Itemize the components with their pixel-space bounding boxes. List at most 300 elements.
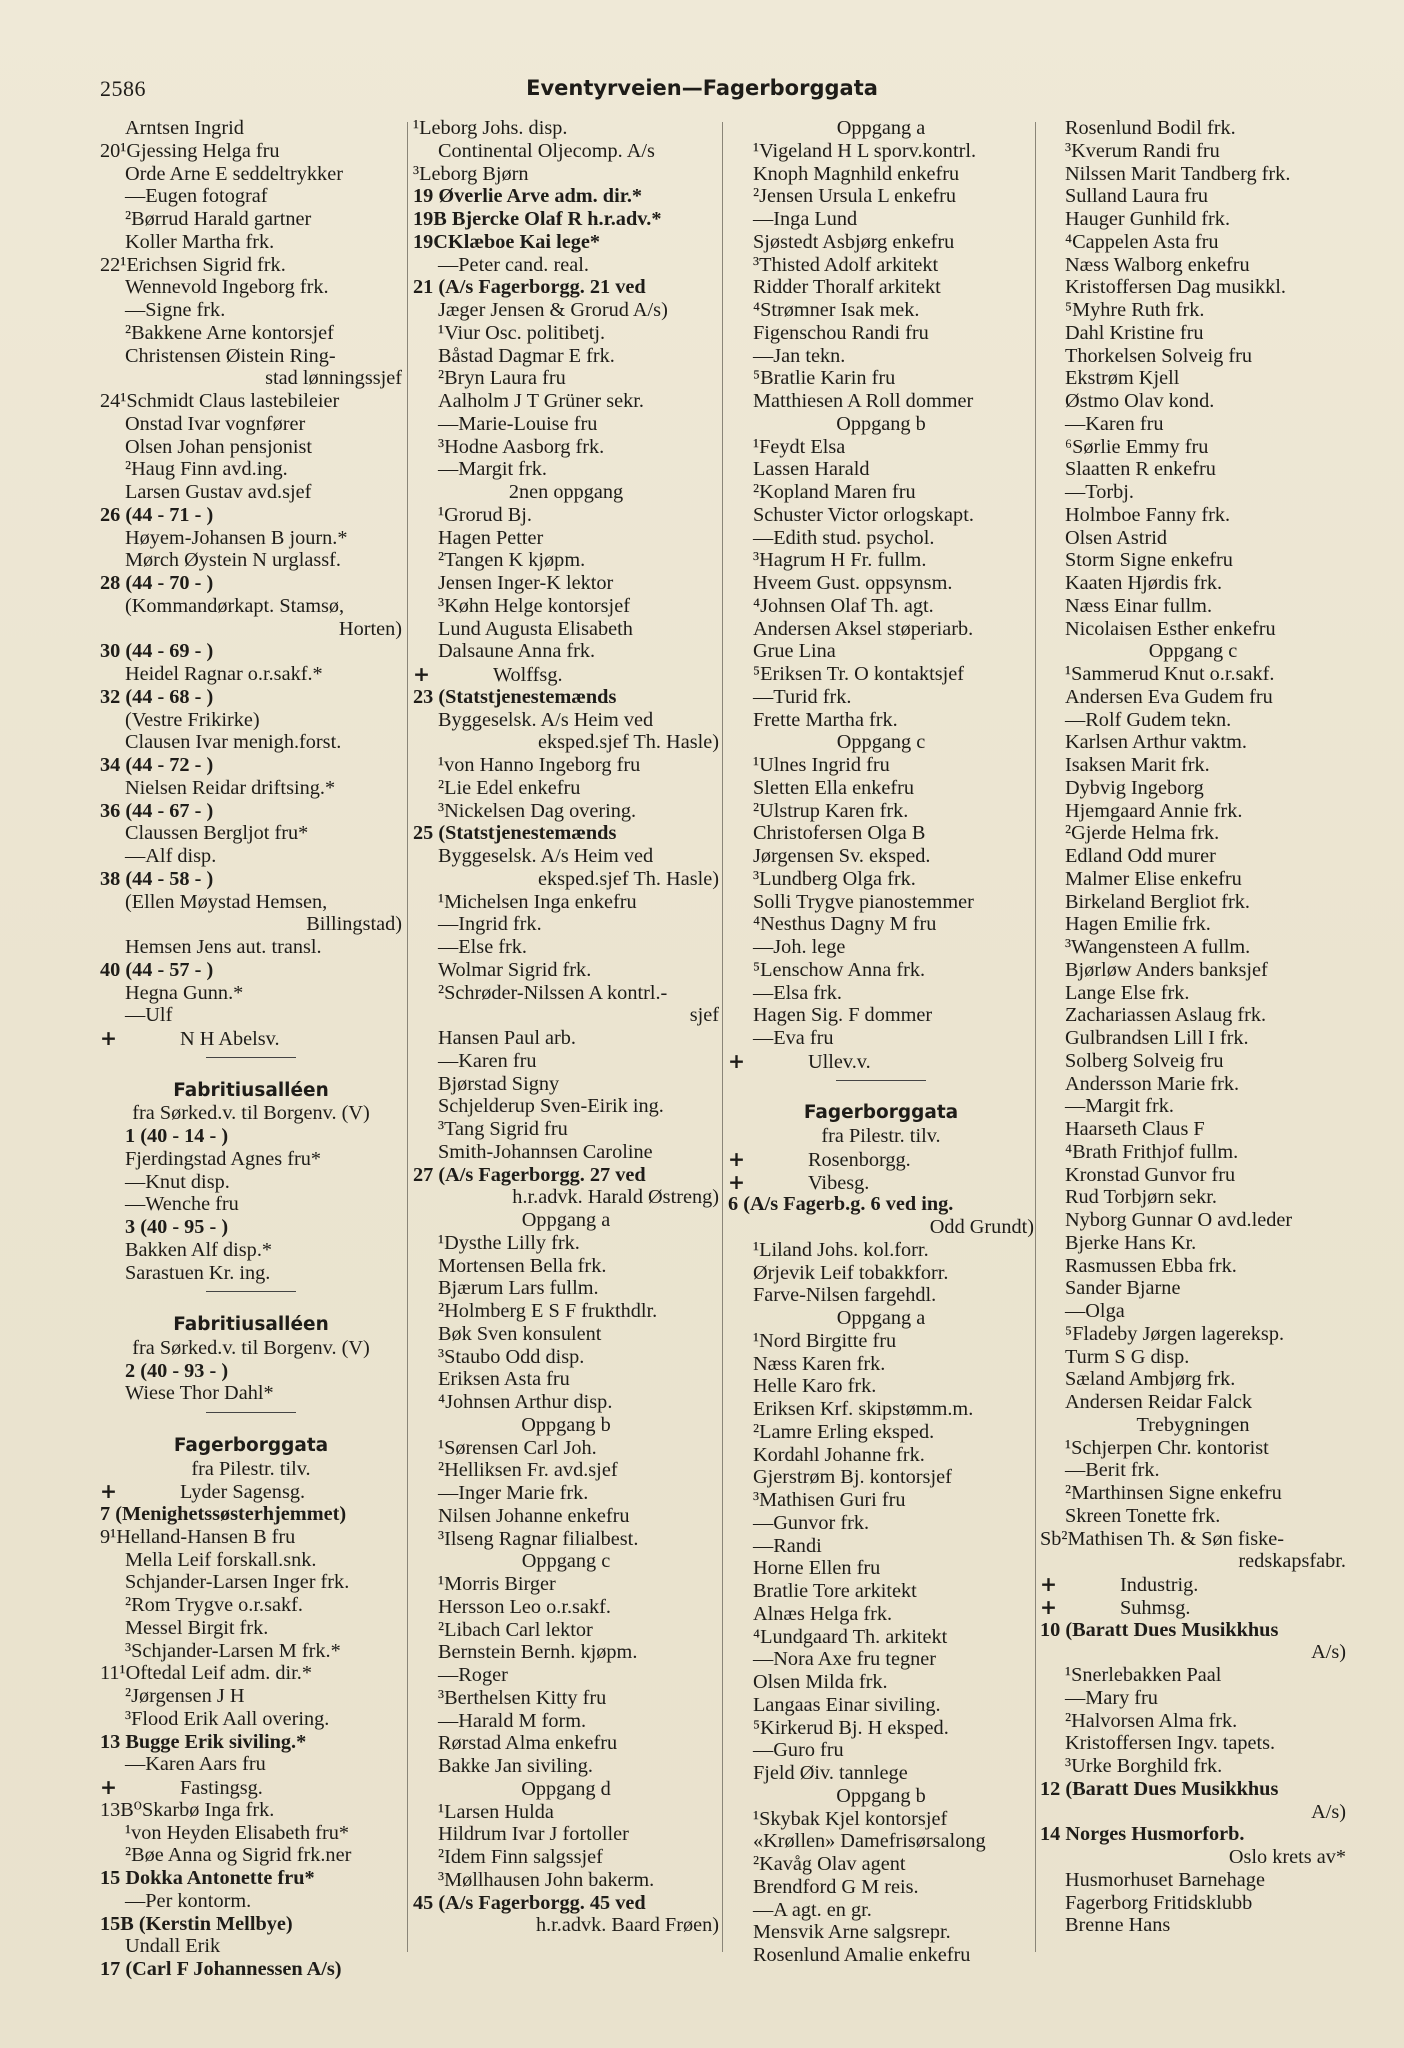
house-number-entry: 34 (44 - 72 - ) [100,754,214,776]
resident-entry: —Randi [753,1534,822,1557]
resident-entry: ³Køhn Helge kontorsjef [438,594,630,617]
crossing-mark-icon: + [728,1048,745,1073]
resident-entry: —Karen fru [1065,412,1164,435]
resident-entry: Andersen Reidar Falck [1065,1391,1252,1413]
resident-entry: ⁵Myhre Ruth frk. [1065,299,1205,321]
resident-entry: Knoph Magnhild enkefru [753,162,960,185]
resident-entry: Sletten Ella enkefru [753,776,915,799]
resident-entry: Continental Oljecomp. A/s [438,139,655,162]
crossing-mark-icon: + [100,1775,117,1799]
resident-entry: Malmer Elise enkefru [1065,867,1242,890]
resident-entry: 9¹Helland-Hansen B fru [100,1525,296,1548]
section-rule [728,1080,1034,1103]
house-number-entry: 45 (A/s Fagerborgg. 45 ved [413,1891,646,1914]
resident-entry: Christensen Øistein Ring- [125,344,336,367]
cross-street-label: Lyder Sagensg. [180,1481,306,1504]
resident-entry: Grue Lina [753,640,836,663]
crossing-mark-icon: + [728,1146,745,1171]
house-number-entry: 32 (44 - 68 - ) [100,685,214,708]
resident-entry: ³Urke Borghild frk. [1065,1755,1223,1777]
resident-entry: Fjeld Øiv. tannlege [753,1762,908,1784]
resident-entry: ⁴Johnsen Arthur disp. [438,1391,613,1413]
resident-entry: Jørgensen Sv. eksped. [753,845,931,867]
resident-entry: ³Møllhausen John bakerm. [438,1868,655,1891]
resident-entry: —Margit frk. [438,458,547,481]
resident-entry: Østmo Olav kond. [1065,390,1215,412]
resident-entry: Dahl Kristine fru [1065,321,1204,344]
resident-entry: Schjander-Larsen Inger frk. [125,1571,350,1594]
resident-entry: Bjærum Lars fullm. [438,1277,599,1300]
resident-entry: —Margit frk. [1065,1095,1174,1118]
resident-entry: Nyborg Gunnar O avd.leder [1065,1209,1293,1231]
section-subheading: fra Sørked.v. til Borgenv. (V) [132,1336,370,1359]
house-number-entry: 14 Norges Husmorforb. [1040,1823,1245,1846]
resident-entry: —Olga [1065,1300,1125,1322]
resident-entry: Sulland Laura fru [1065,185,1209,208]
resident-entry: ¹Leborg Johs. disp. [413,117,568,139]
house-number-entry: 27 (A/s Fagerborgg. 27 ved [413,1163,646,1186]
section-subheading: Oppgang c [521,1550,611,1573]
resident-entry: «Krøllen» Damefrisørsalong [753,1830,986,1853]
directory-column-4 [1040,117,1346,2017]
resident-entry: Solberg Solveig fru [1065,1049,1224,1072]
resident-entry: ²Gjerde Helma frk. [1065,822,1220,845]
house-number-entry: 7 (Menighetssøsterhjemmet) [100,1503,347,1525]
resident-entry: ³Mathisen Guri fru [753,1489,906,1511]
resident-entry: ³Thisted Adolf arkitekt [753,253,939,276]
resident-entry: Bjerke Hans Kr. [1065,1231,1197,1254]
cross-street-entry [1040,1596,1346,1619]
resident-entry: Rud Torbjørn sekr. [1065,1186,1217,1209]
resident-entry: Bakke Jan siviling. [438,1755,593,1777]
house-number-entry: 23 (Statstjenestemænds [413,685,617,708]
resident-entry: Olsen Milda frk. [753,1671,888,1693]
resident-entry: —Edith stud. psychol. [753,526,935,549]
resident-entry: ³Ilseng Ragnar filialbest. [438,1527,639,1550]
running-title: Eventyrveien—Fagerborggata [526,76,878,100]
resident-entry: —Wenche fru [125,1193,239,1216]
resident-entry: Nielsen Reidar driftsing.* [125,776,336,799]
crossing-mark-icon: + [413,662,430,686]
house-number-entry: 19B Bjercke Olaf R h.r.adv.* [413,208,662,230]
cross-street-entry [100,1776,402,1799]
resident-entry: —Peter cand. real. [438,253,589,276]
resident-entry: —Guro fru [753,1739,844,1762]
resident-entry: Fagerborg Fritidsklubb [1065,1891,1253,1914]
resident-entry: 22¹Erichsen Sigrid frk. [100,253,286,276]
resident-entry: Eriksen Asta fru [438,1368,570,1391]
resident-entry: 20¹Gjessing Helga fru [100,139,280,162]
resident-entry: Billingstad) [306,913,402,936]
resident-entry: ⁴Strømner Isak mek. [753,299,920,321]
section-subheading: fra Sørked.v. til Borgenv. (V) [132,1102,370,1125]
resident-entry: —Karen Aars fru [125,1753,266,1776]
resident-entry: Storm Signe enkefru [1065,549,1233,572]
resident-entry: ¹Dysthe Lilly frk. [438,1231,580,1254]
section-subheading: fra Pilestr. tilv. [821,1125,941,1147]
resident-entry: Langaas Einar siviling. [753,1693,941,1716]
resident-entry: Mella Leif forskall.snk. [125,1548,317,1571]
resident-entry: Farve-Nilsen fargehdl. [753,1284,937,1307]
resident-entry: Sarastuen Kr. ing. [125,1261,271,1284]
resident-entry: ³Berthelsen Kitty fru [438,1686,607,1709]
house-number-entry: 30 (44 - 69 - ) [100,640,214,663]
resident-entry: Onstad Ivar vognfører [125,412,306,435]
resident-entry: Odd Grundt) [929,1216,1034,1238]
resident-entry: —Knut disp. [125,1170,230,1193]
resident-entry: A/s) [1311,1800,1346,1823]
resident-entry: —Inger Marie frk. [438,1482,589,1504]
house-number-entry: 6 (A/s Fagerb.g. 6 ved ing. [728,1193,954,1216]
resident-entry: ¹Grorud Bj. [438,503,532,526]
resident-entry: Nilssen Marit Tandberg frk. [1065,162,1291,185]
resident-entry: Haarseth Claus F [1065,1118,1205,1140]
resident-entry: Alnæs Helga frk. [753,1602,893,1625]
resident-entry: Hemsen Jens aut. transl. [125,936,322,958]
resident-entry: Karlsen Arthur vaktm. [1065,731,1247,754]
resident-entry: Fjerdingstad Agnes fru* [125,1147,322,1170]
resident-entry: Hauger Gunhild frk. [1065,208,1231,230]
resident-entry: ²Jørgensen J H [125,1685,245,1707]
directory-column-3 [728,117,1034,2017]
resident-entry: stad lønningssjef [265,367,402,390]
resident-entry: Hersson Leo o.r.sakf. [438,1595,611,1618]
resident-entry: Aalholm J T Grüner sekr. [438,390,644,412]
resident-entry: —Inga Lund [753,208,858,230]
resident-entry: —Turid frk. [753,685,852,708]
resident-entry: ⁵Kirkerud Bj. H eksped. [753,1716,949,1739]
resident-entry: ²Bakkene Arne kontorsjef [125,321,334,344]
resident-entry: Næss Einar fullm. [1065,594,1213,617]
resident-entry: Matthiesen A Roll dommer [753,390,974,412]
resident-entry: Hegna Gunn.* [125,981,244,1004]
resident-entry: Mensvik Arne salgsrepr. [753,1921,951,1944]
resident-entry: ⁶Sørlie Emmy fru [1065,435,1209,458]
cross-street-entry [1040,1573,1346,1596]
resident-entry: —Ulf [125,1004,173,1027]
resident-entry: —Ingrid frk. [438,913,542,936]
resident-entry: Rørstad Alma enkefru [438,1732,618,1755]
resident-entry: Dalsaune Anna frk. [438,640,596,663]
column-divider [1035,122,1036,1952]
resident-entry: Sjøstedt Asbjørg enkefru [753,230,955,253]
resident-entry: ³Kverum Randi fru [1065,139,1220,162]
house-number-entry: 10 (Baratt Dues Musikkhus [1040,1618,1279,1641]
cross-street-entry [100,1480,402,1503]
resident-entry: Brendford G M reis. [753,1875,919,1898]
house-number-entry: 38 (44 - 58 - ) [100,867,214,890]
resident-entry: Lassen Harald [753,458,870,481]
resident-entry: Olsen Astrid [1065,526,1167,549]
resident-entry: ⁴Lundgaard Th. arkitekt [753,1625,948,1648]
resident-entry: ⁴Brath Frithjof fullm. [1065,1140,1239,1163]
resident-entry: Sb²Mathisen Th. & Søn fiske- [1040,1527,1285,1550]
resident-entry: ²Libach Carl lektor [438,1618,593,1641]
resident-entry: Lund Augusta Elisabeth [438,617,633,640]
resident-entry: ⁴Cappelen Asta fru [1065,230,1219,253]
directory-column-2 [413,117,719,2017]
resident-entry: ²Jensen Ursula L enkefru [753,185,957,208]
resident-entry: Horten) [338,617,402,640]
resident-entry: Hagen Sig. F dommer [753,1004,933,1027]
resident-entry: ²Kopland Maren fru [753,481,916,503]
resident-entry: —Torbj. [1065,481,1134,503]
resident-entry: Hansen Paul arb. [438,1027,576,1049]
resident-entry: Messel Birgit frk. [125,1616,269,1639]
cross-street-label: Wolffsg. [493,664,563,686]
section-rule [100,1291,402,1314]
resident-entry: Larsen Gustav avd.sjef [125,481,312,503]
resident-entry: Husmorhuset Barnehage [1065,1868,1265,1891]
section-subheading: Oppgang b [836,412,926,435]
resident-entry: ²Kavåg Olav agent [753,1853,906,1875]
resident-entry: —Nora Axe fru tegner [753,1648,937,1671]
resident-entry: Ørjevik Leif tobakkforr. [753,1261,949,1284]
resident-entry: Thorkelsen Solveig fru [1065,344,1252,367]
resident-entry: Clausen Ivar menigh.forst. [125,731,342,754]
resident-entry: ¹Ulnes Ingrid fru [753,754,890,776]
cross-street-entry [728,1050,1034,1073]
resident-entry: ²Bryn Laura fru [438,367,566,390]
resident-entry: (Ellen Møystad Hemsen, [125,890,328,913]
resident-entry: Byggeselsk. A/s Heim ved [438,708,654,731]
resident-entry: —Jan tekn. [753,344,846,367]
resident-entry: Christofersen Olga B [753,822,926,845]
resident-entry: Smith-Johannsen Caroline [438,1140,653,1163]
resident-entry: Zachariassen Aslaug frk. [1065,1004,1267,1027]
section-subheading: fra Pilestr. tilv. [191,1457,311,1480]
house-number-entry: 13 Bugge Erik siviling.* [100,1730,307,1753]
resident-entry: Hjemgaard Annie frk. [1065,799,1243,822]
house-number-entry: 19 Øverlie Arve adm. dir.* [413,185,643,208]
resident-entry: Andersen Eva Gudem fru [1065,685,1273,708]
resident-entry: ²Ulstrup Karen frk. [753,799,909,822]
resident-entry: 24¹Schmidt Claus lastebileier [100,390,340,412]
resident-entry: (Vestre Frikirke) [125,708,260,731]
crossing-mark-icon: + [100,1479,117,1504]
resident-entry: Figenschou Randi fru [753,321,929,344]
resident-entry: Hildrum Ivar J fortoller [438,1823,629,1846]
resident-entry: Kronstad Gunvor fru [1065,1163,1236,1186]
resident-entry: Horne Ellen fru [753,1557,881,1580]
cross-street-label: Fastingsg. [180,1777,263,1799]
house-number-entry: 26 (44 - 71 - ) [100,503,214,526]
resident-entry: ⁵Bratlie Karin fru [753,367,896,390]
column-divider [407,122,408,1952]
crossing-mark-icon: + [100,1026,117,1050]
resident-entry: —Karen fru [438,1049,537,1072]
resident-entry: Heidel Ragnar o.r.sakf.* [125,663,323,685]
resident-entry: ²Lie Edel enkefru [438,776,581,799]
rule-line [836,1080,926,1081]
resident-entry: ¹von Heyden Elisabeth fru* [125,1821,350,1844]
resident-entry: Isaksen Marit frk. [1065,754,1210,776]
resident-entry: A/s) [1311,1641,1346,1664]
resident-entry: Dybvig Ingeborg [1065,776,1204,799]
house-number-entry: 25 (Statstjenestemænds [413,822,617,845]
section-subheading: Oppgang a [836,1307,926,1329]
cross-street-entry [728,1148,1034,1171]
resident-entry: —Joh. lege [753,936,846,958]
house-number-entry: 40 (44 - 57 - ) [100,958,214,981]
resident-entry: ³Hagrum H Fr. fullm. [753,549,927,572]
resident-entry: Bjørløw Anders banksjef [1065,958,1268,981]
resident-entry: ¹von Hanno Ingeborg fru [438,754,641,776]
resident-entry: ²Helliksen Fr. avd.sjef [438,1459,618,1482]
resident-entry: Undall Erik [125,1935,221,1958]
resident-entry: ²Marthinsen Signe enkefru [1065,1482,1282,1504]
resident-entry: Brenne Hans [1065,1914,1171,1937]
resident-entry: h.r.advk. Harald Østreng) [512,1186,719,1209]
section-subheading: Oppgang d [521,1777,611,1800]
resident-entry: Skreen Tonette frk. [1065,1504,1221,1527]
resident-entry: Edland Odd murer [1065,845,1216,867]
resident-entry: ³Nickelsen Dag overing. [438,799,637,822]
resident-entry: —Else frk. [438,936,527,958]
section-rule [100,1057,402,1080]
resident-entry: —Marie-Louise fru [438,412,598,435]
house-number-entry: 36 (44 - 67 - ) [100,799,214,822]
resident-entry: —Berit frk. [1065,1459,1160,1482]
resident-entry: Sander Bjarne [1065,1277,1181,1300]
resident-entry: Jæger Jensen & Grorud A/s) [438,299,668,321]
resident-entry: Båstad Dagmar E frk. [438,344,615,367]
resident-entry: Kristoffersen Dag musikkl. [1065,276,1286,299]
resident-entry: ³Leborg Bjørn [413,162,529,185]
resident-entry: ¹Nord Birgitte fru [753,1329,897,1352]
street-heading: Fagerborggata [173,1434,329,1456]
resident-entry: Solli Trygve pianostemmer [753,890,974,913]
resident-entry: eksped.sjef Th. Hasle) [538,867,719,890]
cross-street-entry [100,1027,402,1050]
resident-entry: ¹Sammerud Knut o.r.sakf. [1065,663,1275,685]
section-rule [100,1412,402,1435]
resident-entry: Gulbrandsen Lill I frk. [1065,1027,1249,1049]
section-subheading: Oppgang a [521,1209,611,1231]
resident-entry: ²Bøe Anna og Sigrid frk.ner [125,1844,352,1867]
resident-entry: Claussen Bergljot fru* [125,822,309,845]
resident-entry: Gjerstrøm Bj. kontorsjef [753,1466,952,1489]
resident-entry: Olsen Johan pensjonist [125,435,313,458]
resident-entry: Mortensen Bella frk. [438,1254,607,1277]
resident-entry: Bjørstad Signy [438,1072,560,1095]
resident-entry: ²Haug Finn avd.ing. [125,458,288,481]
resident-entry: —Eugen fotograf [125,185,268,208]
cross-street-entry [413,663,719,686]
resident-entry: ⁴Johnsen Olaf Th. agt. [753,594,934,617]
house-number-entry: 17 (Carl F Johannessen A/s) [100,1958,342,1980]
resident-entry: eksped.sjef Th. Hasle) [538,731,719,754]
street-heading: Fabritiusalléen [173,1314,329,1335]
crossing-mark-icon: + [1040,1572,1057,1596]
resident-entry: Bernstein Bernh. kjøpm. [438,1641,638,1664]
resident-entry: ¹Feydt Elsa [753,435,846,458]
resident-entry: ⁵Lenschow Anna frk. [753,958,926,981]
section-subheading: Oppgang c [836,731,926,754]
section-subheading: Oppgang b [521,1413,611,1436]
resident-entry: —Per kontorm. [125,1889,252,1912]
resident-entry: Helle Karo frk. [753,1375,877,1398]
resident-entry: redskapsfabr. [1238,1550,1346,1573]
section-subheading: Oppgang a [836,117,926,139]
resident-entry: Ekstrøm Kjell [1065,367,1180,390]
resident-entry: 11¹Oftedal Leif adm. dir.* [100,1662,313,1685]
cross-street-label: Suhmsg. [1120,1596,1191,1619]
page-number: 2586 [100,76,146,101]
resident-entry: Slaatten R enkefru [1065,458,1216,481]
resident-entry: ³Staubo Odd disp. [438,1345,585,1368]
resident-entry: —Rolf Gudem tekn. [1065,708,1232,731]
resident-entry: Høyem-Johansen B journ.* [125,526,348,549]
resident-entry: Nilsen Johanne enkefru [438,1504,630,1527]
resident-entry: Rosenlund Amalie enkefru [753,1944,971,1966]
resident-entry: sjef [689,1004,719,1027]
house-number-entry: 15B (Kerstin Mellbye) [100,1912,293,1935]
resident-entry: Kaaten Hjørdis frk. [1065,572,1223,594]
resident-entry: —Alf disp. [125,845,217,867]
cross-street-label: N H Abelsv. [180,1028,280,1050]
cross-street-label: Rosenborgg. [808,1148,911,1171]
resident-entry: Byggeselsk. A/s Heim ved [438,845,654,867]
section-subheading: Trebygningen [1136,1413,1250,1436]
resident-entry: —Signe frk. [125,299,226,321]
directory-column-1 [100,117,402,2017]
section-subheading: 2nen oppgang [508,481,624,503]
resident-entry: Bøk Sven konsulent [438,1322,602,1345]
resident-entry: Næss Walborg enkefru [1065,253,1250,276]
resident-entry: Ridder Thoralf arkitekt [753,276,941,299]
resident-entry: ¹Liland Johs. kol.forr. [753,1238,929,1261]
resident-entry: Turm S G disp. [1065,1345,1190,1368]
resident-entry: Bakken Alf disp.* [125,1238,273,1261]
resident-entry: Holmboe Fanny frk. [1065,503,1231,526]
cross-street-label: Vibesg. [808,1171,870,1194]
resident-entry: ¹Schjerpen Chr. kontorist [1065,1436,1269,1459]
resident-entry: ¹Michelsen Inga enkefru [438,890,637,913]
resident-entry: ²Rom Trygve o.r.sakf. [125,1594,303,1616]
resident-entry: ²Tangen K kjøpm. [438,549,586,572]
resident-entry: ¹Morris Birger [438,1573,556,1595]
resident-entry: Mørch Øystein N urglassf. [125,549,341,572]
resident-entry: ²Lamre Erling eksped. [753,1420,935,1443]
resident-entry: Arntsen Ingrid [125,117,244,139]
house-number-entry: 2 (40 - 93 - ) [125,1359,229,1382]
resident-entry: Oslo krets av* [1228,1846,1346,1868]
resident-entry: Orde Arne E seddeltrykker [125,162,343,185]
resident-entry: ³Flood Erik Aall overing. [125,1707,330,1730]
resident-entry: Frette Martha frk. [753,708,898,731]
resident-entry: ²Schrøder-Nilssen A kontrl.- [438,981,668,1004]
resident-entry: ³Wangensteen A fullm. [1065,936,1251,958]
rule-line [206,1291,296,1292]
resident-entry: ⁵Fladeby Jørgen lagereksp. [1065,1322,1285,1345]
resident-entry: Hagen Emilie frk. [1065,913,1211,936]
resident-entry: Rasmussen Ebba frk. [1065,1254,1237,1277]
resident-entry: Næss Karen frk. [753,1352,886,1375]
section-subheading: Oppgang b [836,1784,926,1807]
resident-entry: —Elsa frk. [753,981,842,1004]
resident-entry: Hagen Petter [438,526,544,549]
resident-entry: ¹Sørensen Carl Joh. [438,1436,597,1459]
resident-entry: Andersson Marie frk. [1065,1072,1240,1095]
resident-entry: Birkeland Bergliot frk. [1065,890,1250,913]
cross-street-label: Ullev.v. [808,1050,871,1073]
street-heading: Fagerborggata [803,1102,959,1124]
resident-entry: —Gunvor frk. [753,1511,870,1534]
resident-entry: ¹Larsen Hulda [438,1800,554,1823]
resident-entry: Wennevold Ingeborg frk. [125,276,329,299]
column-divider [722,122,723,1952]
